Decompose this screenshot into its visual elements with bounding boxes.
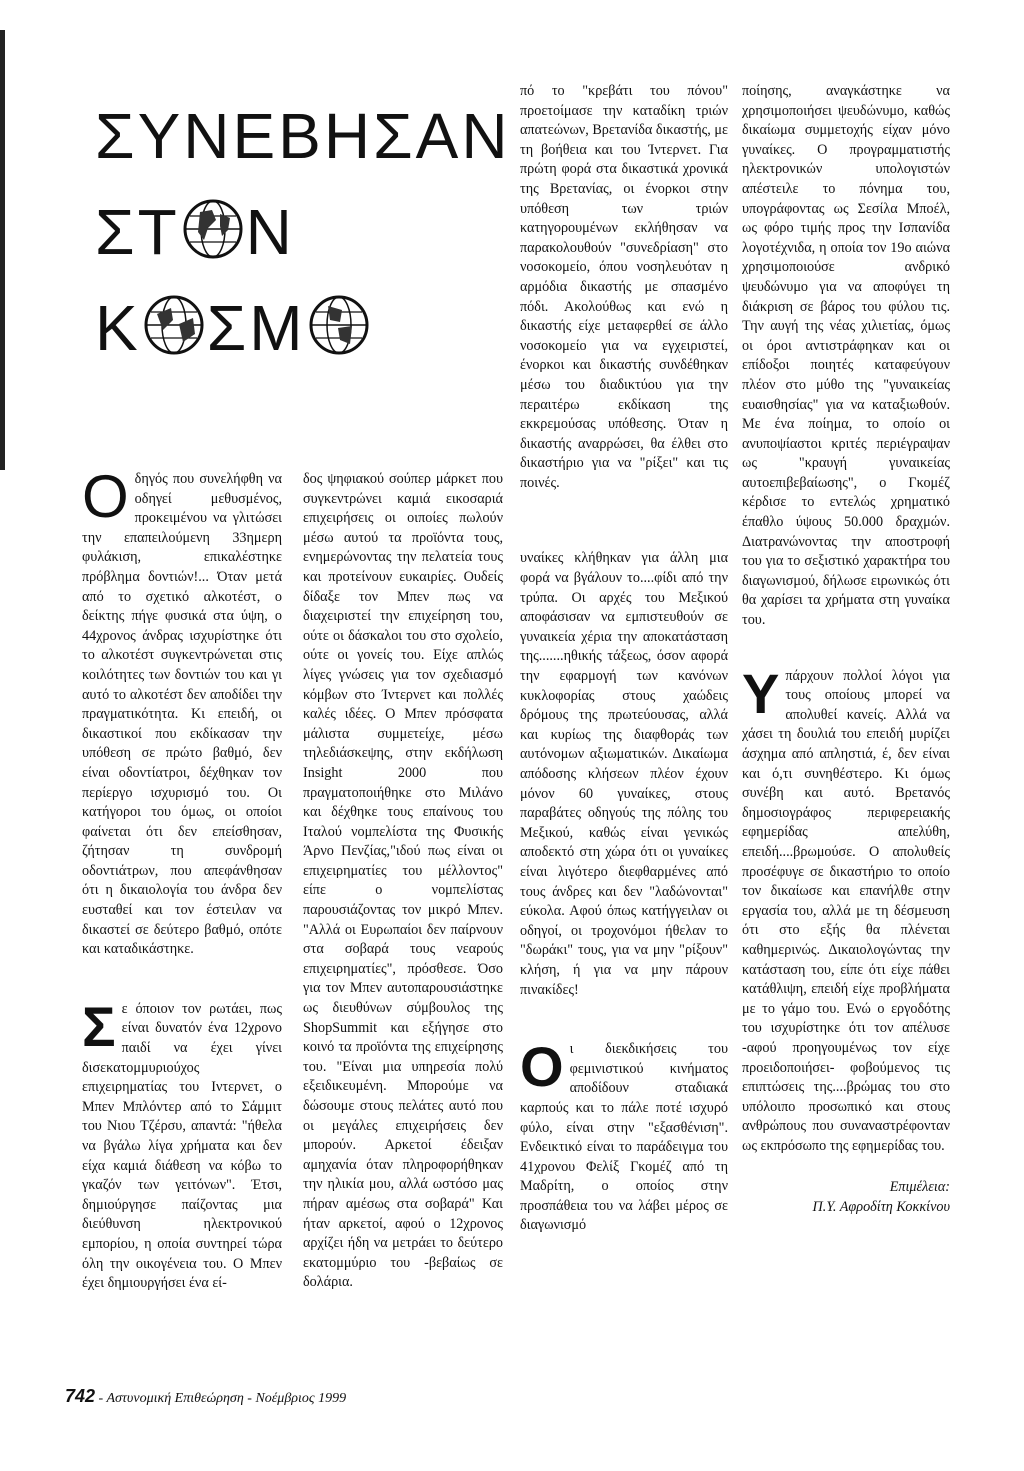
paragraph-text: ποίησης, αναγκάστηκε να χρησιμοποιήσει ψευδώνυμο, καθώς δικαίωμα συμμετοχής είχαν μόνο γυναίκες. Ο προγραμματιστής ηλεκτρονικών υπολογιστών απέστειλε το πόνημα του, υπογράφοντας ως Σεσίλα Μποέλ, ως φόρο τιμής προς την Ισπανίδα λογοτέχνιδα, η οποία τον 19ο αιώνα χρησιμοποιούσε ανδρικό ψευδώνυμο για να αποφύγει τη διάκριση σε βάρος του φύλου τις. Την αυγή της νέας χιλιετίας, όμως οι όροι αντιστράφηκαν και οι επίδοξοι ποιητές καταφεύγουν πλέον στο μύθο της "γυναικείας ευαισθησίας" για να καταξιωθούν. Με ένα ποίημα, το οποίο οι ανυποψίαστοι κριτές περιέγραψαν ως "κραυγή γυναικείας αυτοεπιβεβαίωσης", ο Γκομέζ κέρδισε το εντελώς χρηματικό έπαθλο ύψους 50.000 δραχμών. Διατρανώνοντας την αποστροφή του για το σεξιστικό χαρακτήρα του διαγωνισμού, δήλωσε ειρωνικώς ότι θα χαρίσει τα χρήματα στη γυναίκα του. — [742, 83, 950, 629]
paragraph — [520, 1035, 728, 1236]
drop-cap: Σ — [82, 994, 116, 1058]
paragraph — [742, 661, 950, 1157]
title-line-3a: Κ — [95, 292, 141, 364]
drop-cap: Ο — [520, 1035, 564, 1099]
article-column-2 — [303, 470, 503, 1293]
paragraph-text: υναίκες κλήθηκαν για άλλη μια φορά να βγάλουν το....φίδι από την τρύπα. Οι αρχές του Μεξικού αποφάσισαν να εμπιστευθούν σε γυναικεία χέρια την αποκατάσταση της.......ηθικής τάξεως, όσον αφορά την εφαρμογή των κανόνων κυκλοφορίας στους χαώδεις δρόμους της πρωτεύουσας, αλλά και κυρίως της διαφθοράς των αυτόνομων αξιωματικών. Δικαίωμα απόδοσης κλήσεων πλέον έχουν μόνον 60 γυναίκες, στους παραβάτες οδηγούς της πόλης του Μεξικού, καθώς είναι γενικώς αποδεκτό στη χώρα ότι οι γυναίκες είναι λιγότερο διεφθαρμένες από τους άνδρες και δεν "λαδώνονται" εύκολα. Αφού όπως κατήγγειλαν οι οδηγοί, οι τροχονόμοι ήθελαν το "δωράκι" τους, για να μην "ρίξουν" κλήση, ή για να μην πάρουν πινακίδες! — [520, 550, 728, 998]
paragraph-text: δηγός που συνελήφθη να οδηγεί μεθυσμένος, προκειμένου να γλιτώσει την επαπειλούμενη 33ημερη φυλάκιση, επικαλέστηκε πρόβλημα δοντιών!... Όταν μετά από το σχετικό αλκοτέστ, ο δείκτης πήγε φυσικά στα ύψη, ο 44χρονος άνδρας ισχυρίστηκε ότι το αλκοτέστ συγκεντρώνεται στις κοιλότητες των δοντιών του και γι αυτό το αλκοτέστ δεν αποδίδει την πραγματικότητα. Κι επειδή, οι δικαστικοί που εκδίκασαν την υπόθεση σε πρώτο βαθμό, δεν είναι οδοντίατροι, δέχθηκαν τον περίεργο ισχυρισμό του. Οι κατήγοροι του όμως, οι οποίοι φαίνεται ότι δεν επείσθησαν, ζήτησαν τη συνδρομή οδοντιάτρων, που απεφάνθησαν ότι η δικαιολογία του άνδρα δεν ευσταθεί και τον έστειλαν να δικαστεί σε δεύτερο βαθμό, οπότε και καταδικάστηκε. — [82, 471, 282, 958]
article-column-4 — [742, 82, 950, 1218]
title-line-2b: Ν — [245, 196, 295, 268]
byline-name: Π.Υ. Αφροδίτη Κοκκίνου — [812, 1199, 950, 1216]
drop-cap: Υ — [742, 661, 780, 725]
paragraph — [82, 463, 282, 960]
title-line-3b: ΣΜ — [206, 292, 306, 364]
paragraph — [82, 994, 282, 1294]
paragraph-text: ε όποιον τον ρωτάει, πως είναι δυνατόν ένα 12χρονο παιδί να έχει γίνει δισεκατομμυριούχος επιχειρηματίας του Ιντερνετ, ο Μπεν Μπλόντερ από το Σάμμιτ του Νιου Τζέρσυ, απαντά: "ήθελα να βγάλω λίγα χρήματα και δεν είχα καμιά διάθεση να κόβω το γκαζόν των γειτόνων". Έτσι, δημιούργησε παίζοντας μια διεύθυνση ηλεκτρονικού εμπορίου, η οποία συντηρεί τώρα όλη την οικογένεια του. Ο Μπεν έχει δημιουργήσει ένα εί- — [82, 1000, 282, 1292]
page-title — [95, 88, 515, 376]
title-line-2a: ΣΤ — [95, 196, 180, 268]
title-line-1: ΣΥΝΕΒΗΣΑΝ — [95, 100, 511, 172]
page-number: 742 — [65, 1386, 96, 1406]
paragraph-text: πό το "κρεβάτι του πόνου" προετοίμασε την καταδίκη τριών απατεώνων, Βρετανίδα δικαστής, με τη βοήθεια και του Ίντερνετ. Για πρώτη φορά στα δικαστικά χρονικά της Βρετανίας, οι ένορκοι στην υπόθεση των τριών κατηγορουμένων εκλήθησαν να παρακολουθούν "συνεδρίαση" στο νοσοκομείο, όπου νοσηλευόταν η αρμόδια δικαστής με σπασμένο πόδι. Ακολούθως και ενώ η δικαστής είχε μεταφερθεί σε άλλο νοσοκομείο για να εγχειριστεί, ένορκοι και δικαστής συνδέθηκαν μέσω του διαδικτύου για την περαιτέρω εκδίκαση της εκκρεμούσας υπόθεσης. Όταν η δικαστής αναρρώσει, θα έλθει στο δικαστήριο για να "ρίξει" και τις ποινές. — [520, 83, 728, 491]
byline — [742, 1178, 950, 1217]
drop-cap: Ο — [82, 463, 129, 530]
article-column-3 — [520, 82, 728, 1236]
paragraph-text: ι διεκδικήσεις του φεμινιστικού κινήματος αποδίδουν σταδιακά καρπούς και το πάλε ποτέ ισχυρό φύλο, είναι στην "εξασθένιση". Ενδεικτικό είναι το παράδειγμα του 41χρονου Φελίξ Γκομέζ από τη Μαδρίτη, ο οποίος στην προσπάθεια του να λάβει μέρος σε διαγωνισμό — [520, 1041, 728, 1234]
article-column-1 — [82, 463, 282, 1294]
byline-label: Επιμέλεια: — [889, 1179, 950, 1196]
page-edge-mark — [0, 30, 5, 470]
globe-icon — [143, 294, 205, 356]
globe-icon — [308, 294, 370, 356]
footer-text: - Αστυνομική Επιθεώρηση - Νοέμβριος 1999 — [95, 1391, 347, 1406]
paragraph-text: δος ψηφιακού σούπερ μάρκετ που συγκεντρώνει καμιά εικοσαριά επιχειρήσεις οι οιποίες πωλούν μέσω αυτού τα προϊόντα τους, ενημερώνοντας την πελατεία τους και προτείνουν ευκαιρίες. Ουδείς δίδαξε τον Μπεν πως να διαχειριστεί την επιχείρηση του, ούτε οι δάσκαλοι του στο σχολείο, ούτε οι γονείς του. Είχε απλώς λίγες γνώσεις για τον σχεδιασμό κόμβων στο Ίντερνετ και πολλές καλές ιδέες. Ο Μπεν πρόσφατα μάλιστα συμμετείχε, μέσω τηλεδιάσκεψης, στην εκδήλωση Insight 2000 που πραγματοποιήθηκε στο Μιλάνο και δέχθηκε τους επαίνους του Ιταλού νομπελίστα της Φυσικής Άρνο Πενζίας,"ιδού πως είναι οι επιχειρηματίες του μέλλοντος" είπε ο νομπελίστας παρουσιάζοντας τον μικρό Μπεν. "Αλλά οι Ευρωπαίοι δεν παίρνουν στα σοβαρά τους νεαρούς επιχειρηματίες", πρόσθεσε. Όσο για τον Μπεν αυτοπαρουσιάστηκε ως διευθύνων σύμβουλος της ShopSummit και εξήγησε στο κοινό τα προϊόντα της επιχείρησης του. "Είναι μια υπηρεσία πολύ εξειδικευμένη. Μπορούμε να δώσουμε στους πελάτες αυτό που οι μεγάλες επιχειρήσεις δεν μπορούν. Αρκετοί έδειξαν αμηχανία όταν πληροφορήθηκαν την ηλικία μου, αλλά ωστόσο μας πήραν αμέσως στα σοβαρά" Και ήταν αρκετοί, αφού ο 12χρονος αρχίζει ήδη να μετράει το δεύτερο εκατομμύριο του -βεβαίως σε δολάρια. — [303, 471, 503, 1291]
page-footer — [65, 1386, 346, 1407]
paragraph-text: πάρχουν πολλοί λόγοι για τους οποίους μπορεί να απολυθεί κανείς. Αλλά να χάσει τη δουλιά του επειδή μυρίζει άσχημα από απληστιά, έ, δεν είναι και ό,τι συνηθέστερο. Κι όμως συνέβη και αυτό. Βρετανός δημοσιογράφος περιφερειακής εφημερίδας απελύθη, επειδή....βρωμούσε. Ο απολυθείς προσέφυγε σε δικαστήριο το οποίο τον δικαίωσε και επανήλθε στην εργασία του, αλλά με τη δέσμευση ότι στο εξής θα πλένεται καθημερινώς. Δικαιολογώντας την κατάσταση του, είπε ότι είχε πάθει κατάθλιψη, επειδή είχε προβλήματα με το γάμο του. Ενώ ο εργοδότης του ισχυρίστηκε ότι τον απέλυσε -αφού προηγουμένως τον είχε προειδοποιήσει- φοβούμενος τις επιπτώσεις της....βρώμας του στο υπόλοιπο προσωπικό και στους ανθρώπους που συναναστρέφονταν ως εκπρόσωπο της εφημερίδας του. — [742, 667, 950, 1154]
globe-icon — [182, 198, 244, 260]
